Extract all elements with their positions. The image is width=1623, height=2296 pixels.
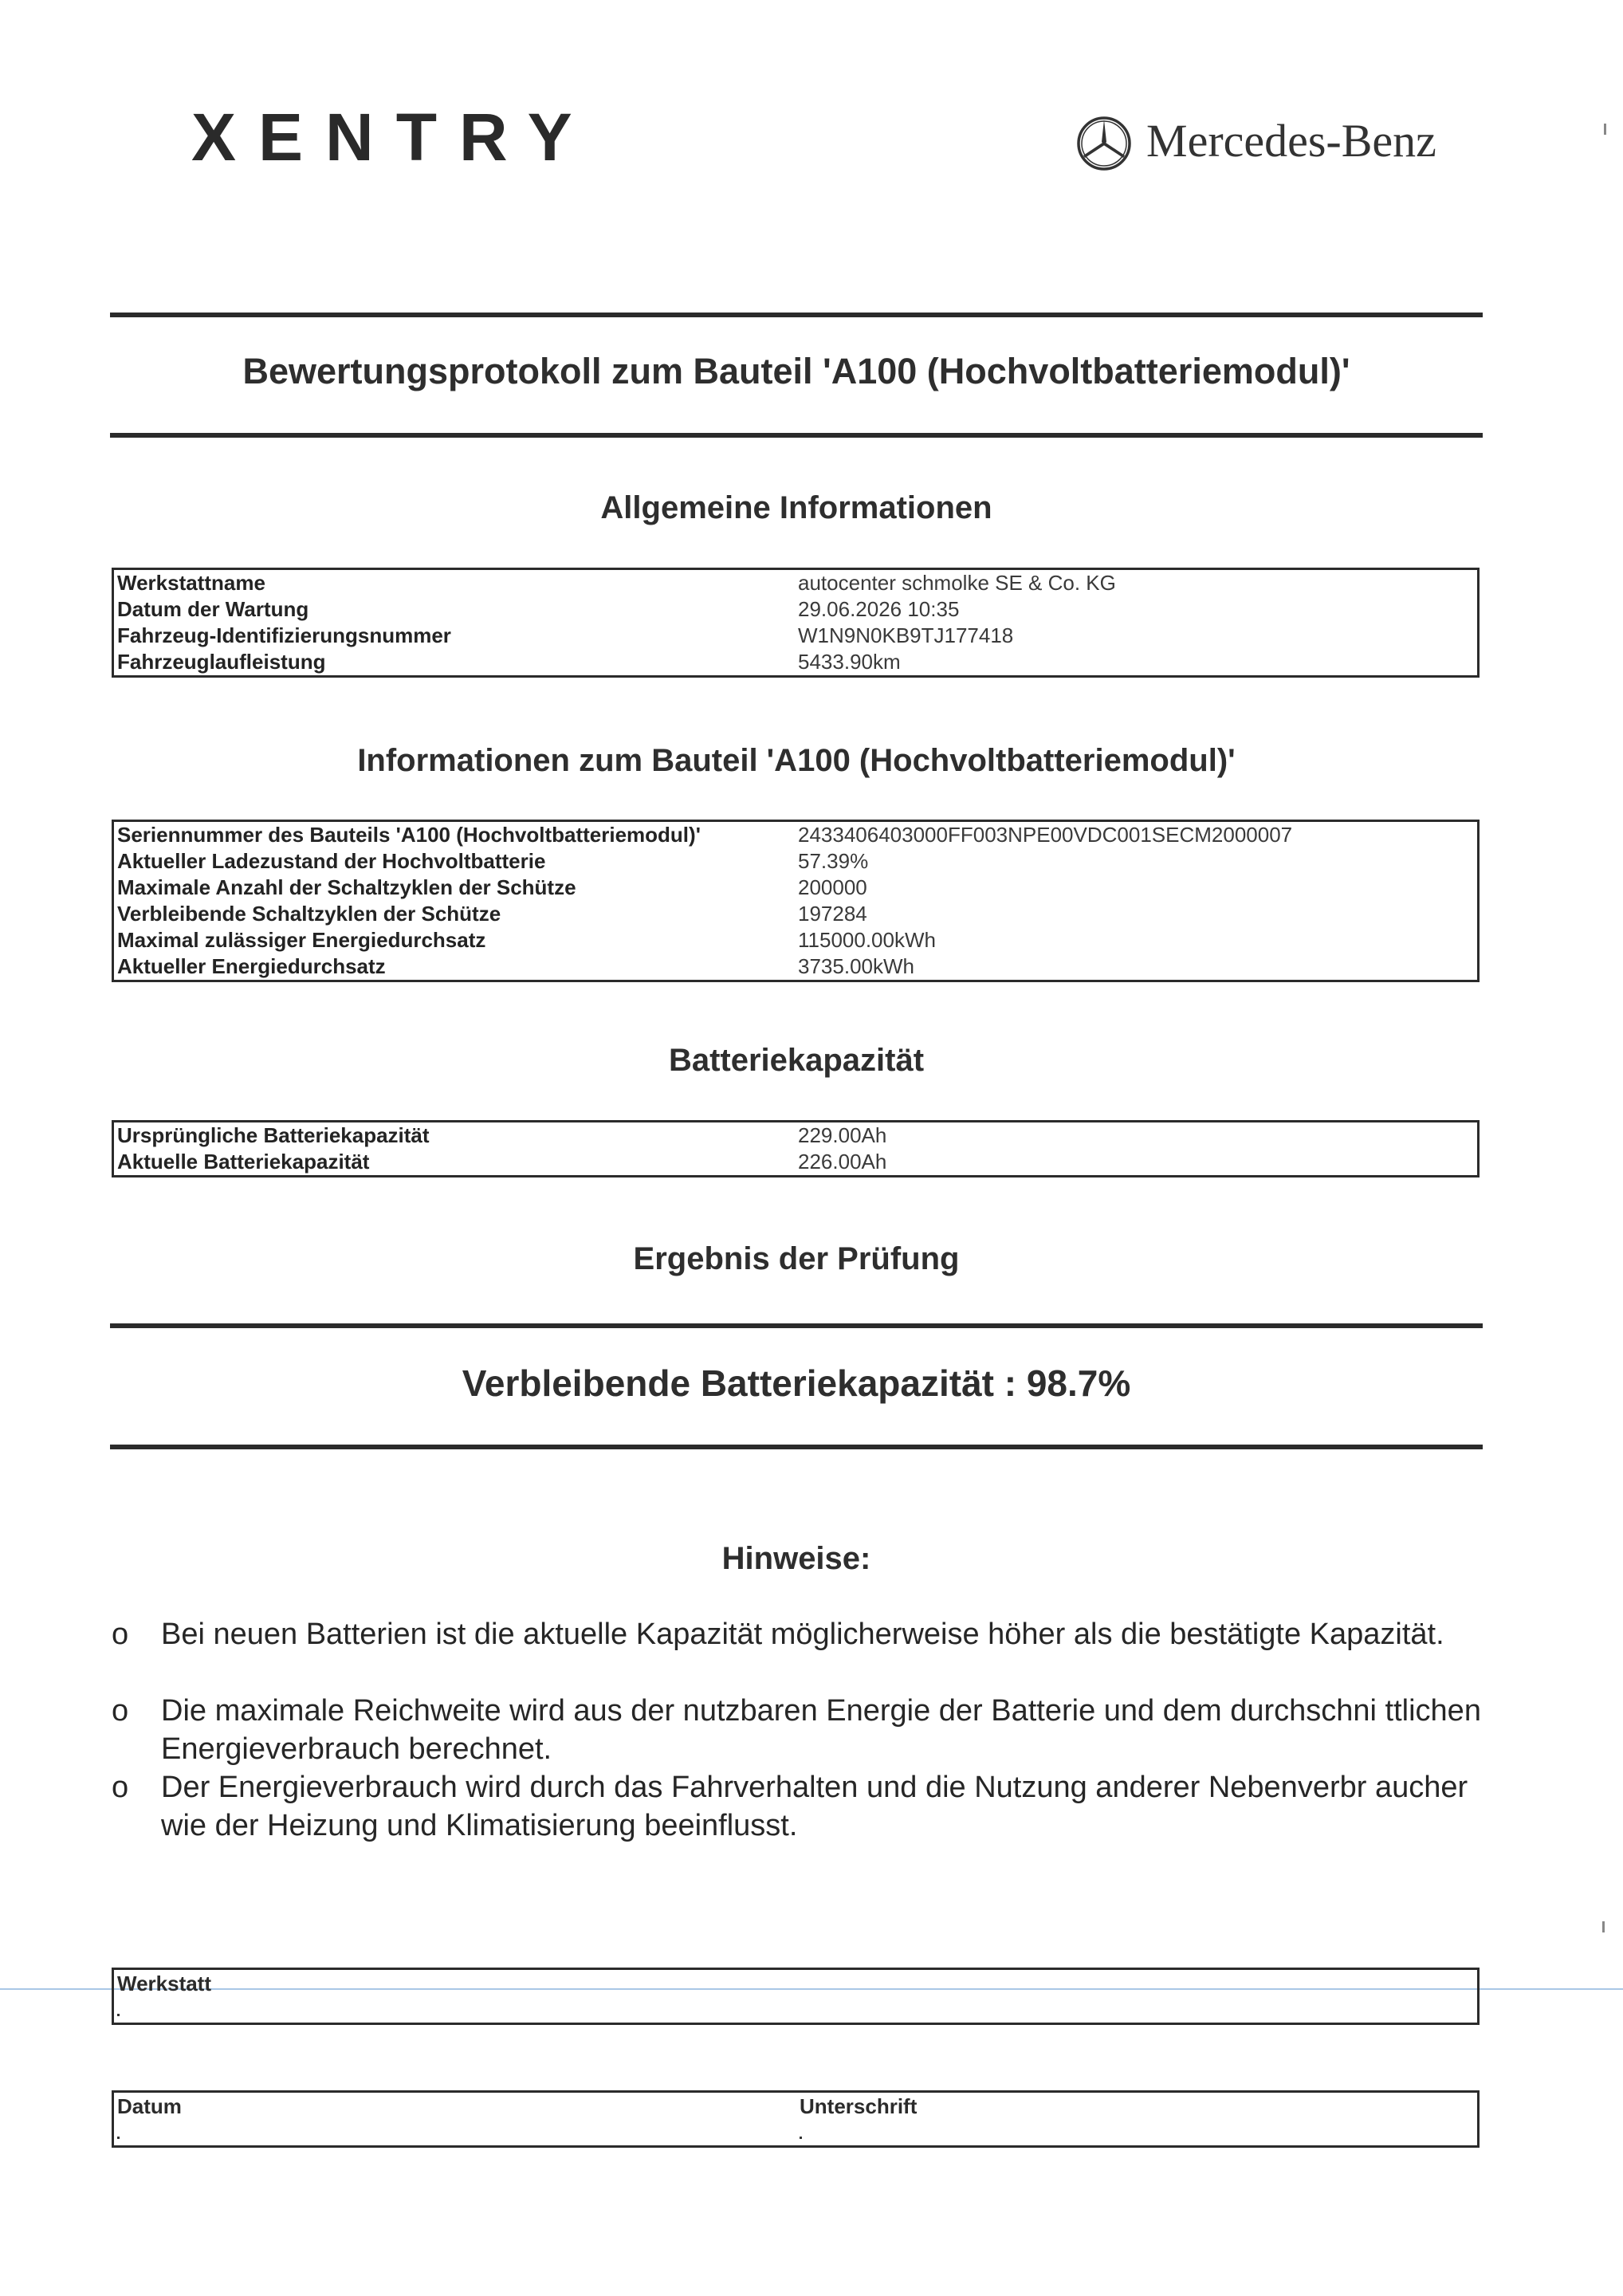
row-value: 5433.90km — [798, 650, 901, 674]
general-info-heading: Allgemeine Informationen — [600, 490, 992, 525]
row-value: 229.00Ah — [798, 1123, 887, 1147]
dot — [117, 2137, 120, 2139]
result-heading: Ergebnis der Prüfung — [633, 1241, 960, 1276]
note-text: Bei neuen Batterien ist die aktuelle Kapazität möglicherweise höher als die bestätigte Kapazität. — [161, 1618, 1444, 1651]
list-item — [112, 1615, 1483, 1692]
divider — [110, 433, 1483, 438]
row-value: 226.00Ah — [798, 1150, 887, 1174]
row-label: Aktueller Energiedurchsatz — [117, 954, 386, 978]
note-text: Die maximale Reichweite wird aus der nutzbaren Energie der Batterie und dem durchschni ttlichen Energieverbrauch berechnet. — [161, 1694, 1481, 1766]
row-label: Seriennummer des Bauteils 'A100 (Hochvoltbatteriemodul)' — [117, 823, 701, 847]
row-value: 2433406403000FF003NPE00VDC001SECM2000007 — [798, 823, 1293, 847]
general-info-table — [112, 568, 1480, 678]
row-value: 197284 — [798, 902, 867, 926]
bullet: o — [112, 1771, 129, 1804]
table-row — [114, 1122, 1477, 1149]
divider — [110, 313, 1483, 317]
date-signature-field — [112, 2090, 1480, 2148]
row-label: Fahrzeuglaufleistung — [117, 650, 326, 674]
table-row — [114, 623, 1477, 649]
row-label: Datum der Wartung — [117, 597, 309, 621]
table-row — [114, 570, 1477, 596]
xentry-logo: XENTRY — [191, 100, 595, 175]
component-info-table — [112, 820, 1480, 982]
dot — [800, 2137, 802, 2139]
table-row — [114, 848, 1477, 875]
table-row — [114, 1149, 1477, 1175]
bullet: o — [112, 1694, 129, 1728]
mercedes-star-icon — [1076, 116, 1132, 171]
row-label: Werkstattname — [117, 571, 265, 595]
row-label: Aktuelle Batteriekapazität — [117, 1150, 370, 1174]
table-row — [114, 927, 1477, 953]
note-text: Der Energieverbrauch wird durch das Fahrverhalten und die Nutzung anderer Nebenverbr aucher wie der Heizung und Klimatisierung beeinflusst. — [161, 1771, 1468, 1842]
notes-heading: Hinweise: — [721, 1541, 871, 1576]
table-row — [114, 822, 1477, 848]
list-item — [112, 1692, 1483, 1768]
table-row — [114, 953, 1477, 980]
table-row — [114, 596, 1477, 623]
capacity-heading: Batteriekapazität — [668, 1043, 925, 1078]
row-value: 3735.00kWh — [798, 954, 914, 978]
row-label: Fahrzeug-Identifizierungsnummer — [117, 623, 451, 647]
mercedes-benz-logo: Mercedes-Benz — [1146, 115, 1436, 167]
component-info-heading: Informationen zum Bauteil 'A100 (Hochvoltbatteriemodul)' — [357, 743, 1236, 778]
list-item — [112, 1768, 1483, 1845]
row-value: autocenter schmolke SE & Co. KG — [798, 571, 1116, 595]
table-row — [114, 875, 1477, 901]
bullet: o — [112, 1618, 129, 1651]
divider — [110, 1323, 1483, 1328]
date-label: Datum — [117, 2094, 182, 2118]
dot — [117, 2014, 120, 2016]
row-value: 29.06.2026 10:35 — [798, 597, 960, 621]
row-label: Maximal zulässiger Energiedurchsatz — [117, 928, 486, 952]
table-row — [114, 649, 1477, 675]
workshop-label: Werkstatt — [117, 1972, 212, 1995]
capacity-table — [112, 1120, 1480, 1177]
row-value: 115000.00kWh — [798, 928, 936, 952]
result-text: Verbleibende Batteriekapazität : 98.7% — [462, 1362, 1131, 1404]
page-title: Bewertungsprotokoll zum Bauteil 'A100 (Hochvoltbatteriemodul)' — [242, 351, 1350, 391]
row-label: Aktueller Ladezustand der Hochvoltbatterie — [117, 849, 546, 873]
signature-label: Unterschrift — [800, 2094, 918, 2118]
divider — [110, 1445, 1483, 1449]
table-row — [114, 901, 1477, 927]
row-label: Maximale Anzahl der Schaltzyklen der Schütze — [117, 875, 576, 899]
row-value: 57.39% — [798, 849, 869, 873]
row-label: Verbleibende Schaltzyklen der Schütze — [117, 902, 501, 926]
workshop-field — [112, 1968, 1480, 2025]
row-value: W1N9N0KB9TJ177418 — [798, 623, 1014, 647]
edge-mark — [1604, 124, 1606, 135]
row-value: 200000 — [798, 875, 867, 899]
edge-mark — [1602, 1921, 1605, 1932]
row-label: Ursprüngliche Batteriekapazität — [117, 1123, 430, 1147]
